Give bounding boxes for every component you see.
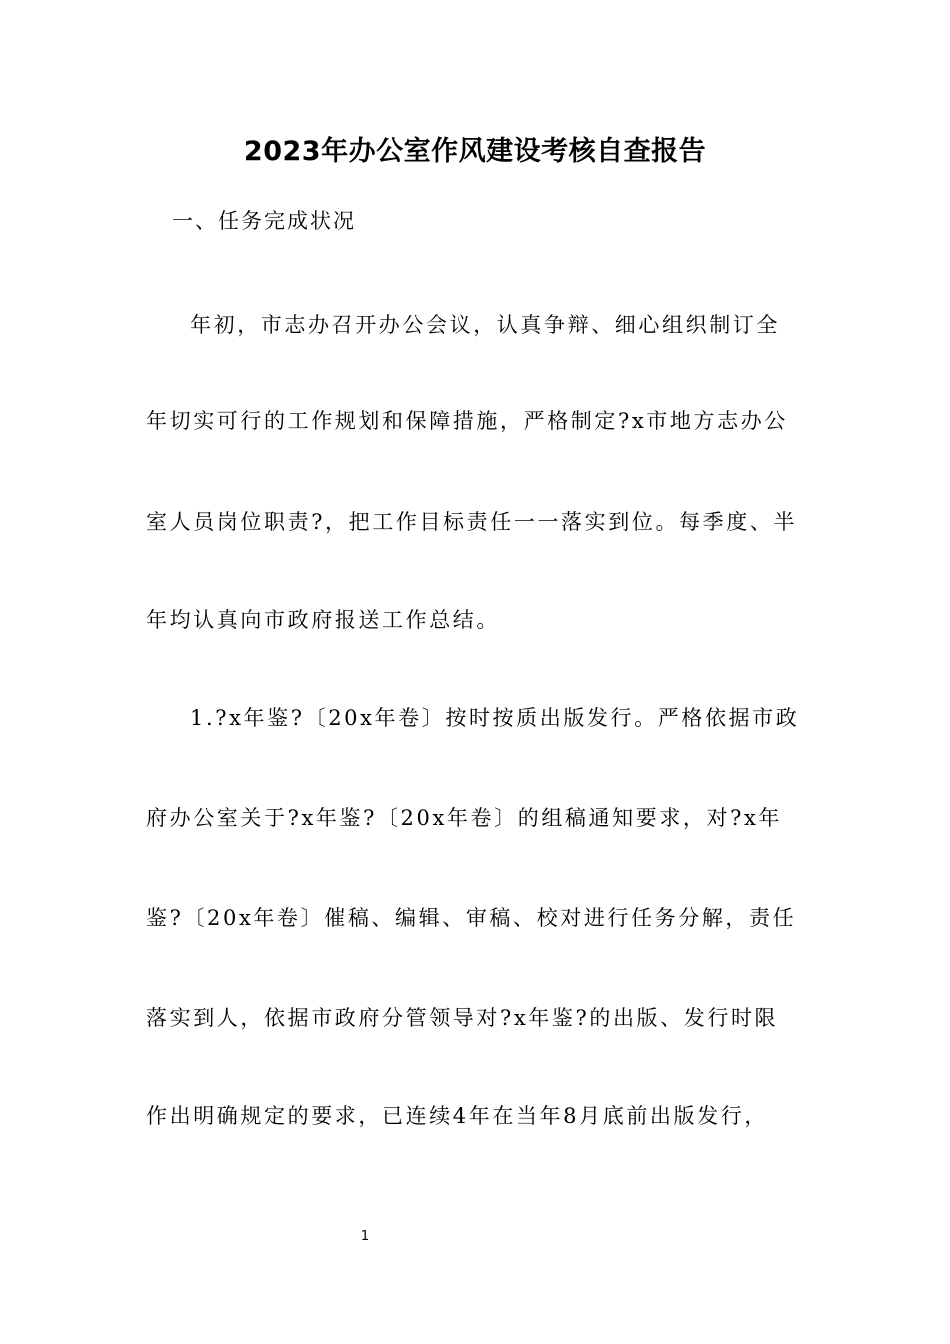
paragraph-line: 室人员岗位职责?，把工作目标责任一一落实到位。每季度、半 <box>146 510 798 534</box>
paragraph-line: 落实到人，依据市政府分管领导对?x年鉴?的出版、发行时限 <box>146 1006 779 1030</box>
paragraph-line: 年切实可行的工作规划和保障措施，严格制定?x市地方志办公 <box>146 409 788 433</box>
document-title: 2023年办公室作风建设考核自查报告 <box>243 136 707 167</box>
paragraph-line: 鉴?〔20x年卷〕催稿、编辑、审稿、校对进行任务分解，责任 <box>146 906 797 930</box>
paragraph-line: 府办公室关于?x年鉴?〔20x年卷〕的组稿通知要求，对?x年 <box>146 806 783 830</box>
section-heading: 一、任务完成状况 <box>172 209 356 233</box>
paragraph-line: 年初，市志办召开办公会议，认真争辩、细心组织制订全 <box>190 313 780 337</box>
paragraph-line: 作出明确规定的要求，已连续4年在当年8月底前出版发行， <box>146 1104 768 1128</box>
page-number: 1 <box>360 1229 370 1244</box>
paragraph-line: 1.?x年鉴?〔20x年卷〕按时按质出版发行。严格依据市政 <box>190 706 800 730</box>
paragraph-line: 年均认真向市政府报送工作总结。 <box>146 608 500 632</box>
